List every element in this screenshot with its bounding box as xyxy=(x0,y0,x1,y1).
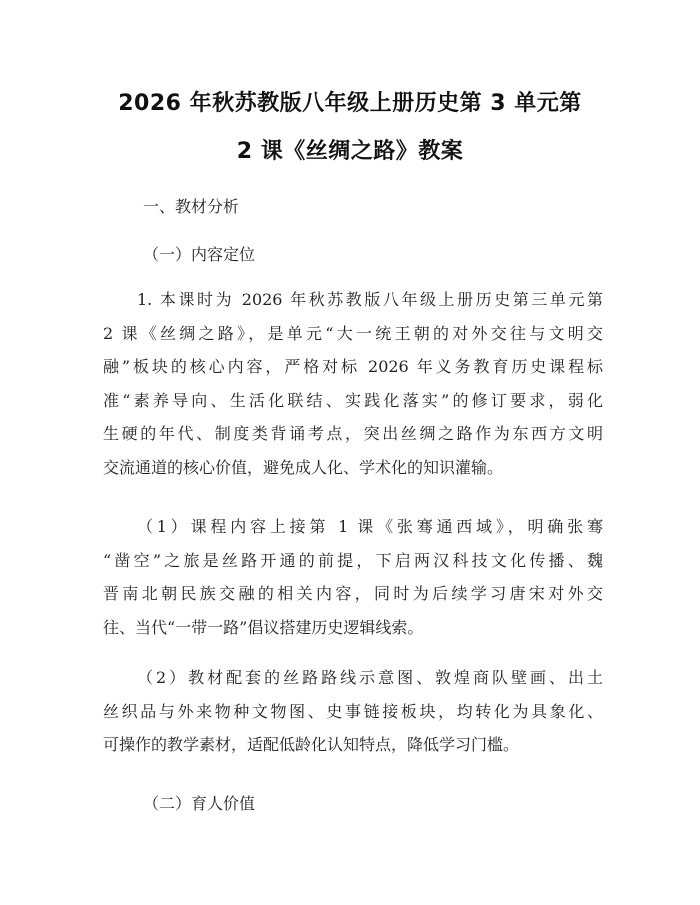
paragraph-line: 交流通道的核心价值，避免成人化、学术化的知识灌输。 xyxy=(103,457,504,477)
paragraph-line: 1. 本课时为 2026 年秋苏教版八年级上册历史第三单元第 xyxy=(137,290,603,309)
section-heading-textbook-analysis: 一、教材分析 xyxy=(143,197,240,216)
paragraph-line: （2）教材配套的丝路路线示意图、敦煌商队壁画、出土 xyxy=(137,668,603,687)
paragraph-course-positioning xyxy=(103,283,603,484)
paragraph-line: 准“素养导向、生活化联结、实践化落实”的修订要求，弱化 xyxy=(103,390,603,410)
paragraph-course-connection xyxy=(103,510,603,644)
paragraph-line: “凿空”之旅是丝路开通的前提，下启两汉科技文化传播、魏 xyxy=(103,550,603,570)
paragraph-line: （1）课程内容上接第 1 课《张骞通西域》，明确张骞 xyxy=(137,517,603,536)
document-title-line-1: 2026 年秋苏教版八年级上册历史第 3 单元第 xyxy=(118,91,582,116)
paragraph-line: 晋南北朝民族交融的相关内容，同时为后续学习唐宋对外交 xyxy=(103,584,603,603)
paragraph-line: 可操作的教学素材，适配低龄化认知特点，降低学习门槛。 xyxy=(103,735,520,754)
paragraph-line: 融”板块的核心内容，严格对标 2026 年义务教育历史课程标 xyxy=(103,357,603,376)
paragraph-teaching-materials xyxy=(103,661,603,762)
subsection-heading-content-positioning: （一）内容定位 xyxy=(143,245,256,264)
document-title-line-2: 2 课《丝绸之路》教案 xyxy=(236,139,464,164)
paragraph-line: 往、当代“一带一路”倡议搭建历史逻辑线索。 xyxy=(103,617,424,637)
paragraph-line: 2 课《丝绸之路》，是单元“大一统王朝的对外交往与文明交 xyxy=(103,323,603,343)
paragraph-line: 生硬的年代、制度类背诵考点，突出丝绸之路作为东西方文明 xyxy=(103,424,603,443)
subsection-heading-educational-value: （二）育人价值 xyxy=(143,794,256,813)
paragraph-line: 丝织品与外来物种文物图、史事链接板块，均转化为具象化、 xyxy=(103,701,603,721)
